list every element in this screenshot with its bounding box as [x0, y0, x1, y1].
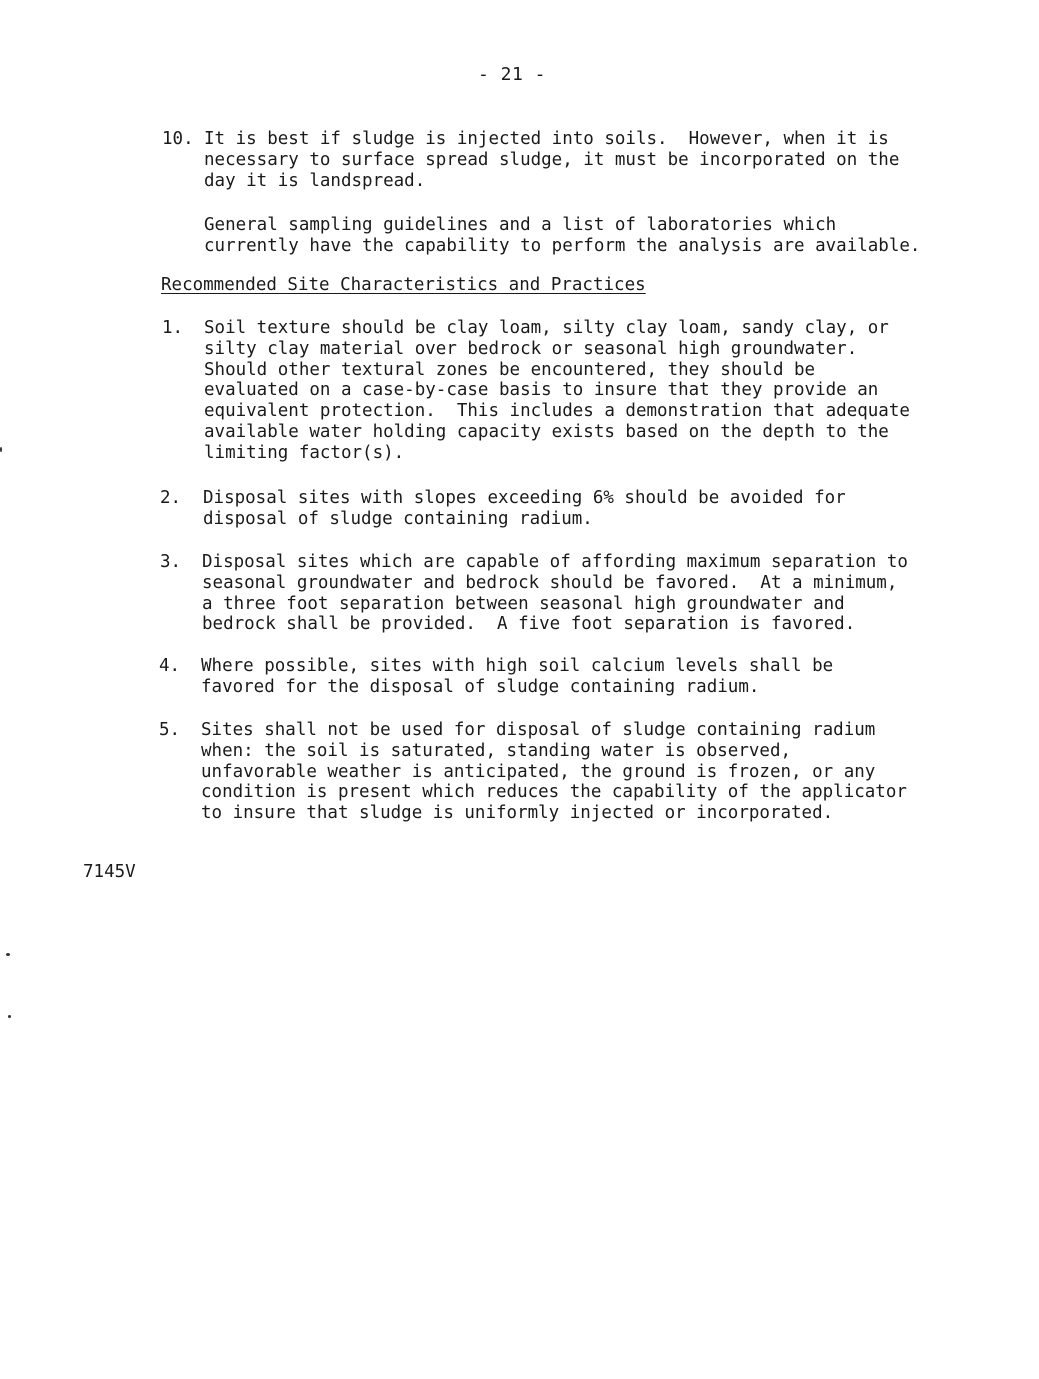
page-number: - 21 - — [478, 64, 547, 85]
text-line: to insure that sludge is uniformly injected or incorporated. — [201, 803, 834, 824]
list-item-number: 5. — [159, 720, 181, 740]
text-line: General sampling guidelines and a list of laboratories which — [204, 215, 837, 235]
text-line: Where possible, sites with high soil calcium levels shall be — [201, 656, 834, 676]
text-line: Sites shall not be used for disposal of sludge containing radium — [201, 720, 876, 740]
sampling-note-paragraph — [204, 215, 920, 257]
text-line: available water holding capacity exists based on the depth to the — [204, 421, 889, 442]
list-item-number: 2. — [160, 488, 182, 508]
list-item-number: 10. — [162, 129, 194, 149]
text-line: Should other textural zones be encountered, they should be — [204, 359, 816, 380]
scan-speck — [6, 953, 10, 956]
text-line: unfavorable weather is anticipated, the ground is frozen, or any — [201, 761, 876, 782]
scan-speck — [0, 447, 2, 452]
text-line: Soil texture should be clay loam, silty clay loam, sandy clay, or — [204, 318, 889, 338]
list-item-number: 1. — [162, 318, 184, 338]
text-line: seasonal groundwater and bedrock should be favored. At a minimum, — [202, 572, 898, 593]
list-item-1 — [162, 318, 942, 468]
scan-speck — [8, 1015, 11, 1018]
text-line: currently have the capability to perform the analysis are available. — [204, 235, 921, 256]
section-heading: Recommended Site Characteristics and Practices — [161, 275, 646, 295]
text-line: disposal of sludge containing radium. — [203, 508, 593, 529]
text-line: evaluated on a case-by-case basis to insure that they provide an — [204, 380, 879, 401]
text-line: bedrock shall be provided. A five foot separation is favored. — [202, 614, 856, 635]
list-item-5 — [159, 720, 939, 826]
list-item-number: 4. — [159, 656, 181, 676]
text-line: Disposal sites with slopes exceeding 6% should be avoided for — [203, 488, 846, 508]
text-line: Disposal sites which are capable of affording maximum separation to — [202, 552, 908, 572]
text-line: limiting factor(s). — [204, 442, 405, 463]
list-item-3 — [160, 552, 940, 638]
list-item-number: 3. — [160, 552, 182, 572]
text-line: It is best if sludge is injected into soils. However, when it is — [204, 129, 889, 149]
text-line: condition is present which reduces the capability of the applicator — [201, 782, 907, 803]
text-line: day it is landspread. — [204, 170, 426, 191]
list-item-10 — [162, 129, 942, 195]
list-item-4 — [159, 656, 939, 700]
text-line: favored for the disposal of sludge containing radium. — [201, 676, 760, 697]
text-line: necessary to surface spread sludge, it must be incorporated on the — [204, 149, 900, 170]
list-item-2 — [160, 488, 940, 532]
text-line: a three foot separation between seasonal high groundwater and — [202, 593, 845, 614]
text-line: equivalent protection. This includes a demonstration that adequate — [204, 401, 910, 422]
text-line: silty clay material over bedrock or seasonal high groundwater. — [204, 338, 858, 359]
document-code: 7145V — [83, 862, 136, 882]
text-line: when: the soil is saturated, standing water is observed, — [201, 740, 792, 761]
